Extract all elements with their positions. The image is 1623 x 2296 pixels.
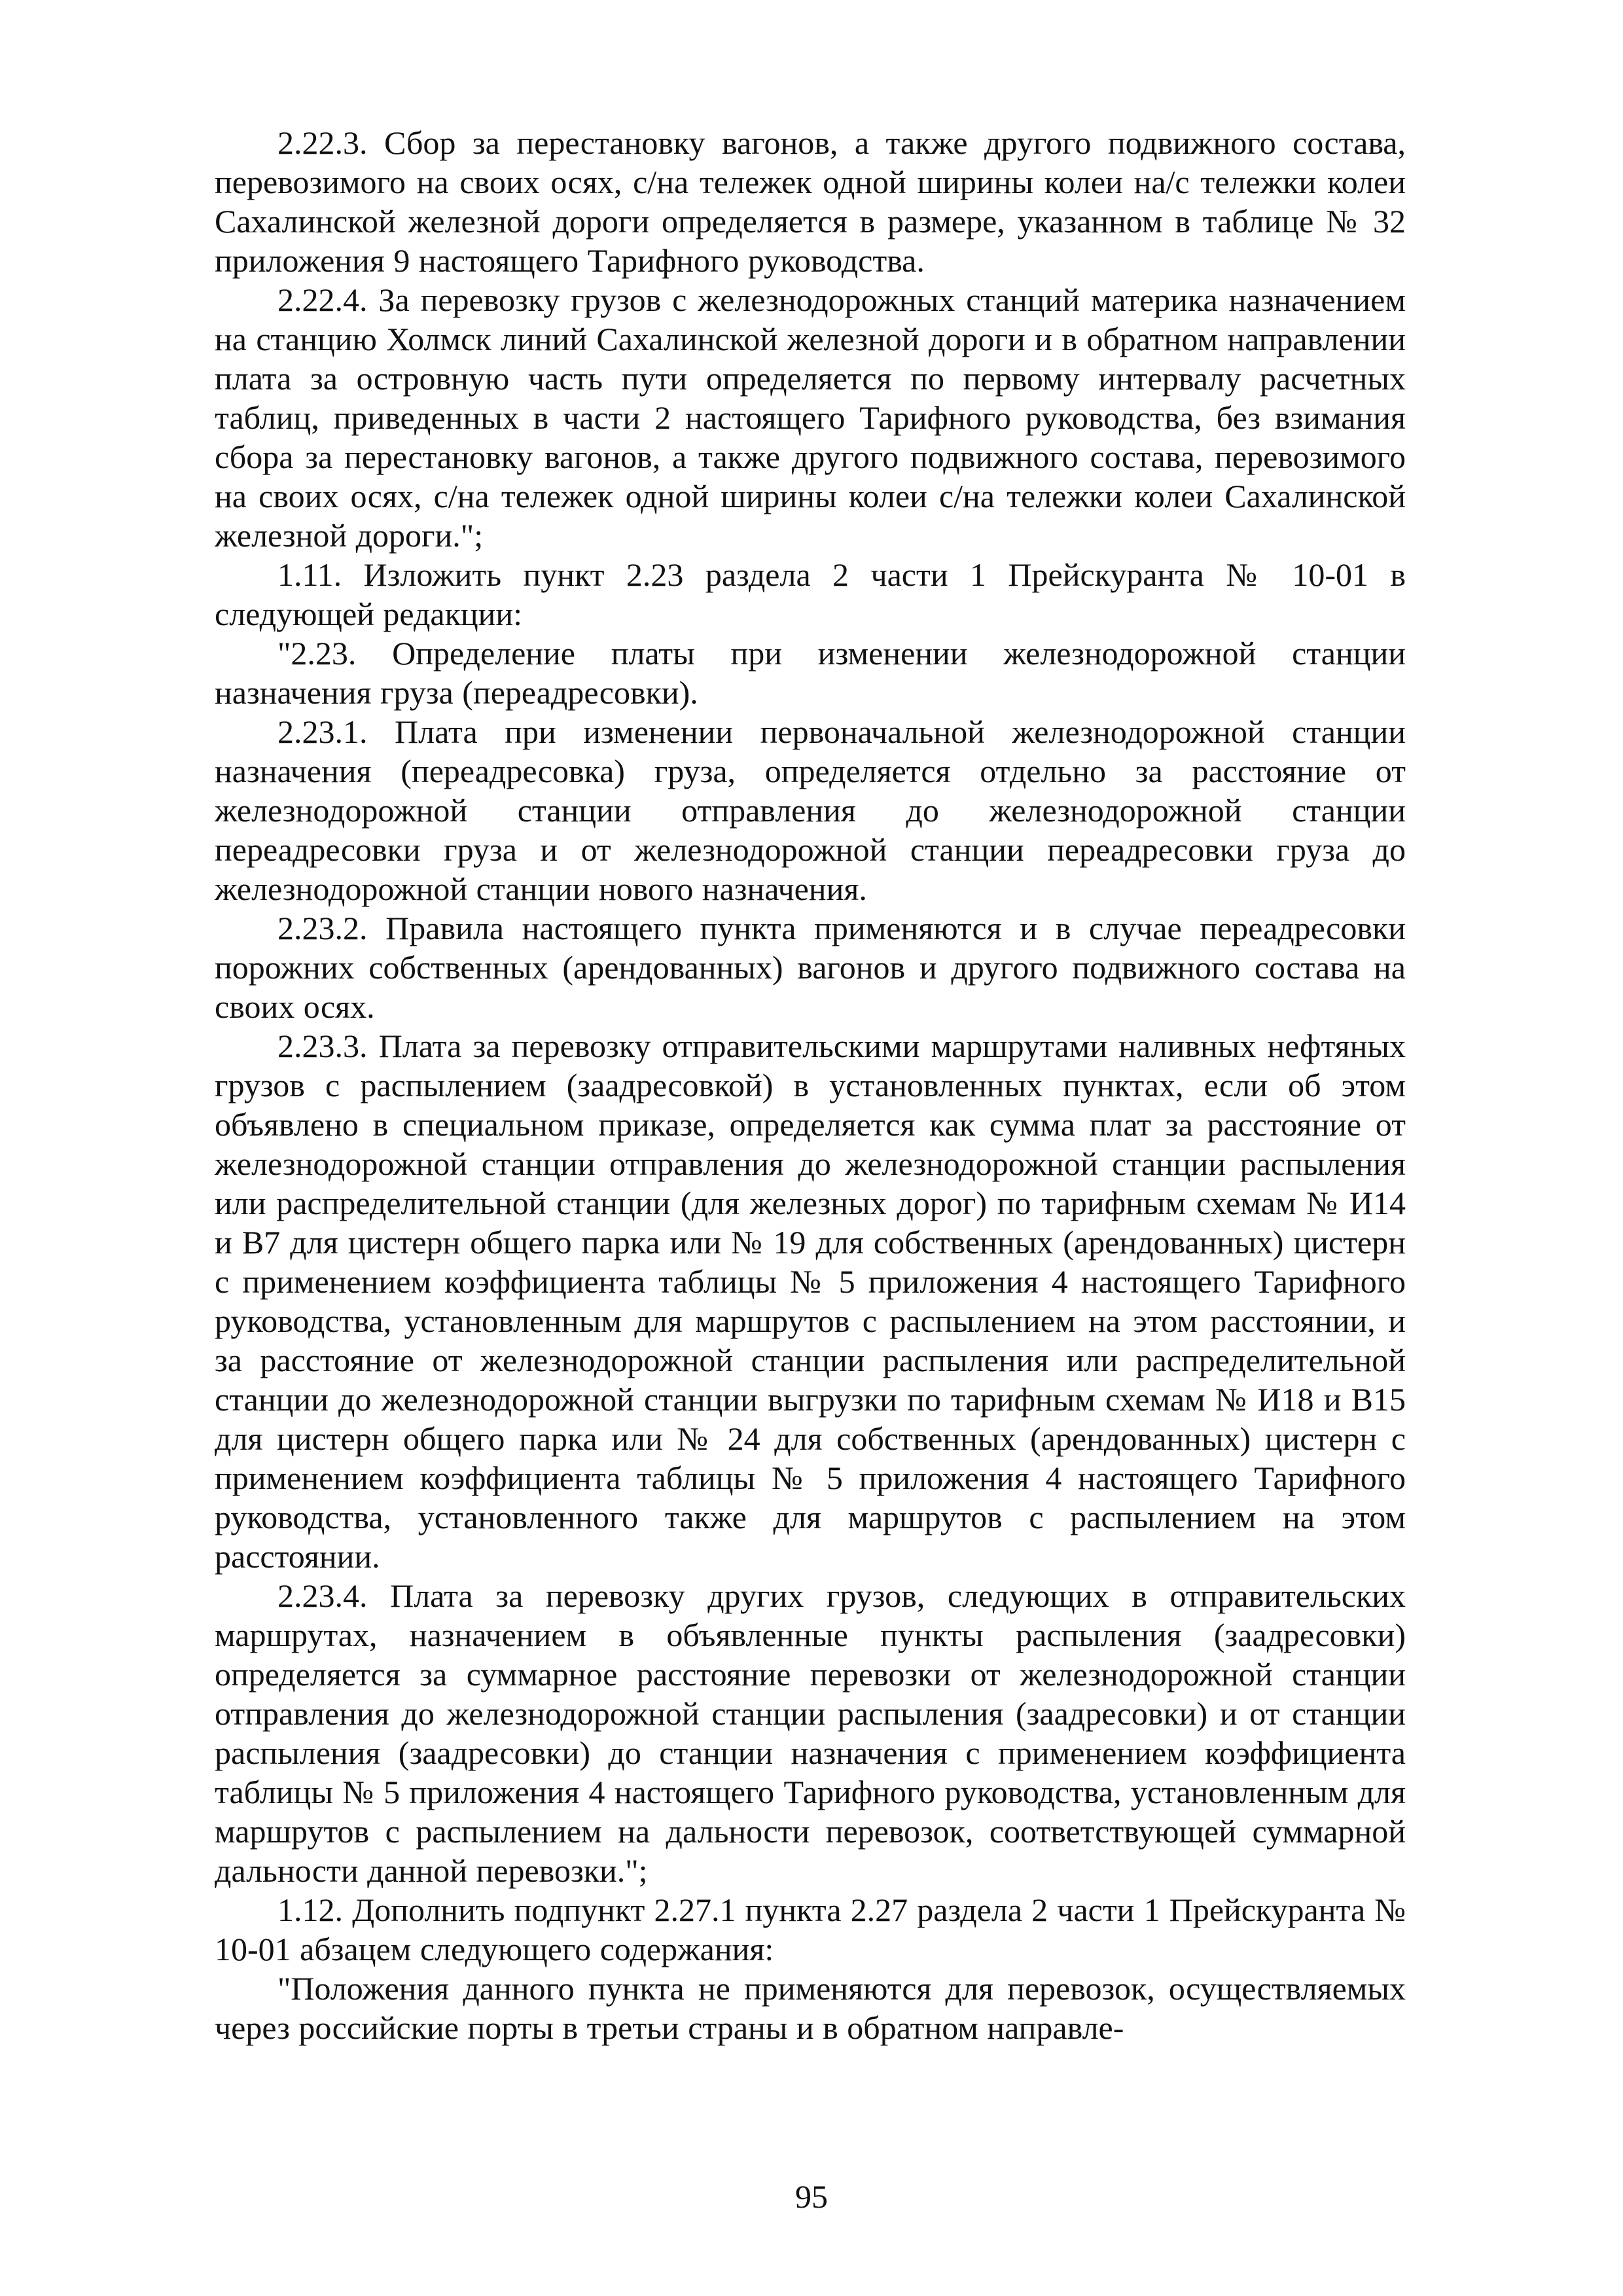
page-number: 95 — [795, 2178, 828, 2215]
paragraph-2-23-2: 2.23.2. Правила настоящего пункта применяются и в случае переадресовки порожних собственных (арендованных) вагонов и другого подвижного состава на своих осях. — [215, 910, 1406, 1025]
paragraph-2-22-3: 2.22.3. Сбор за перестановку вагонов, а также другого подвижного состава, перевозимого на своих осях, с/на тележек одной ширины колеи на/с тележки колеи Сахалинской железной дороги определяется в размере, указанном в таблице № 32 приложения 9 настоящего Тарифного руководства. — [215, 124, 1406, 279]
paragraph-quote-continued: "Положения данного пункта не применяются для перевозок, осуществляемых через российские порты в третьи страны и в обратном направле- — [215, 1970, 1406, 2046]
paragraph-2-23-4: 2.23.4. Плата за перевозку других грузов, следующих в отправительских маршрутах, назначением в объявленные пункты распыления (заадресовки) определяется за суммарное расстояние перевозки от железнодорожной станции отправления до железнодорожной станции распыления (заадресовки) и от станции распыления (заадресовки) до станции назначения с применением коэффициента таблицы № 5 приложения 4 настоящего Тарифного руководства, установленным для маршрутов с распылением на дальности перевозок, соответствующей суммарной дальности данной перевозки."; — [215, 1577, 1406, 1889]
paragraph-2-22-4: 2.22.4. За перевозку грузов с железнодорожных станций материка назначением на станцию Холмск линий Сахалинской железной дороги и в обратном направлении плата за островную часть пути определяется по первому интервалу расчетных таблиц, приведенных в части 2 настоящего Тарифного руководства, без взимания сбора за перестановку вагонов, а также другого подвижного состава, перевозимого на своих осях, с/на тележек одной ширины колеи с/на тележки колеи Сахалинской железной дороги."; — [215, 281, 1406, 554]
paragraph-2-23-3: 2.23.3. Плата за перевозку отправительскими маршрутами наливных нефтяных грузов с распылением (заадресовкой) в установленных пунктах, если об этом объявлено в специальном приказе, определяется как сумма плат за расстояние от железнодорожной станции отправления до железнодорожной станции распыления или распределительной станции (для железных дорог) по тарифным схемам № И14 и В7 для цистерн общего парка или № 19 для собственных (арендованных) цистерн с применением коэффициента таблицы № 5 приложения 4 настоящего Тарифного руководства, установленным для маршрутов с распылением на этом расстоянии, и за расстояние от железнодорожной станции распыления или распределительной станции до железнодорожной станции выгрузки по тарифным схемам № И18 и В15 для цистерн общего парка или № 24 для собственных (арендованных) цистерн с применением коэффициента таблицы № 5 приложения 4 настоящего Тарифного руководства, установленного также для маршрутов с распылением на этом расстоянии. — [215, 1028, 1406, 1575]
paragraph-2-23: "2.23. Определение платы при изменении железнодорожной станции назначения груза (переадресовки). — [215, 635, 1406, 711]
paragraph-1-12: 1.12. Дополнить подпункт 2.27.1 пункта 2.27 раздела 2 части 1 Прейскуранта № 10-01 абзацем следующего содержания: — [215, 1892, 1406, 1967]
body-text — [215, 123, 1406, 2047]
paragraph-1-11: 1.11. Изложить пункт 2.23 раздела 2 части 1 Прейскуранта № 10-01 в следующей редакции: — [215, 556, 1406, 632]
paragraph-2-23-1: 2.23.1. Плата при изменении первоначальной железнодорожной станции назначения (переадресовка) груза, определяется отдельно за расстояние от железнодорожной станции отправления до железнодорожной станции переадресовки груза и от железнодорожной станции переадресовки груза до железнодорожной станции нового назначения. — [215, 713, 1406, 907]
